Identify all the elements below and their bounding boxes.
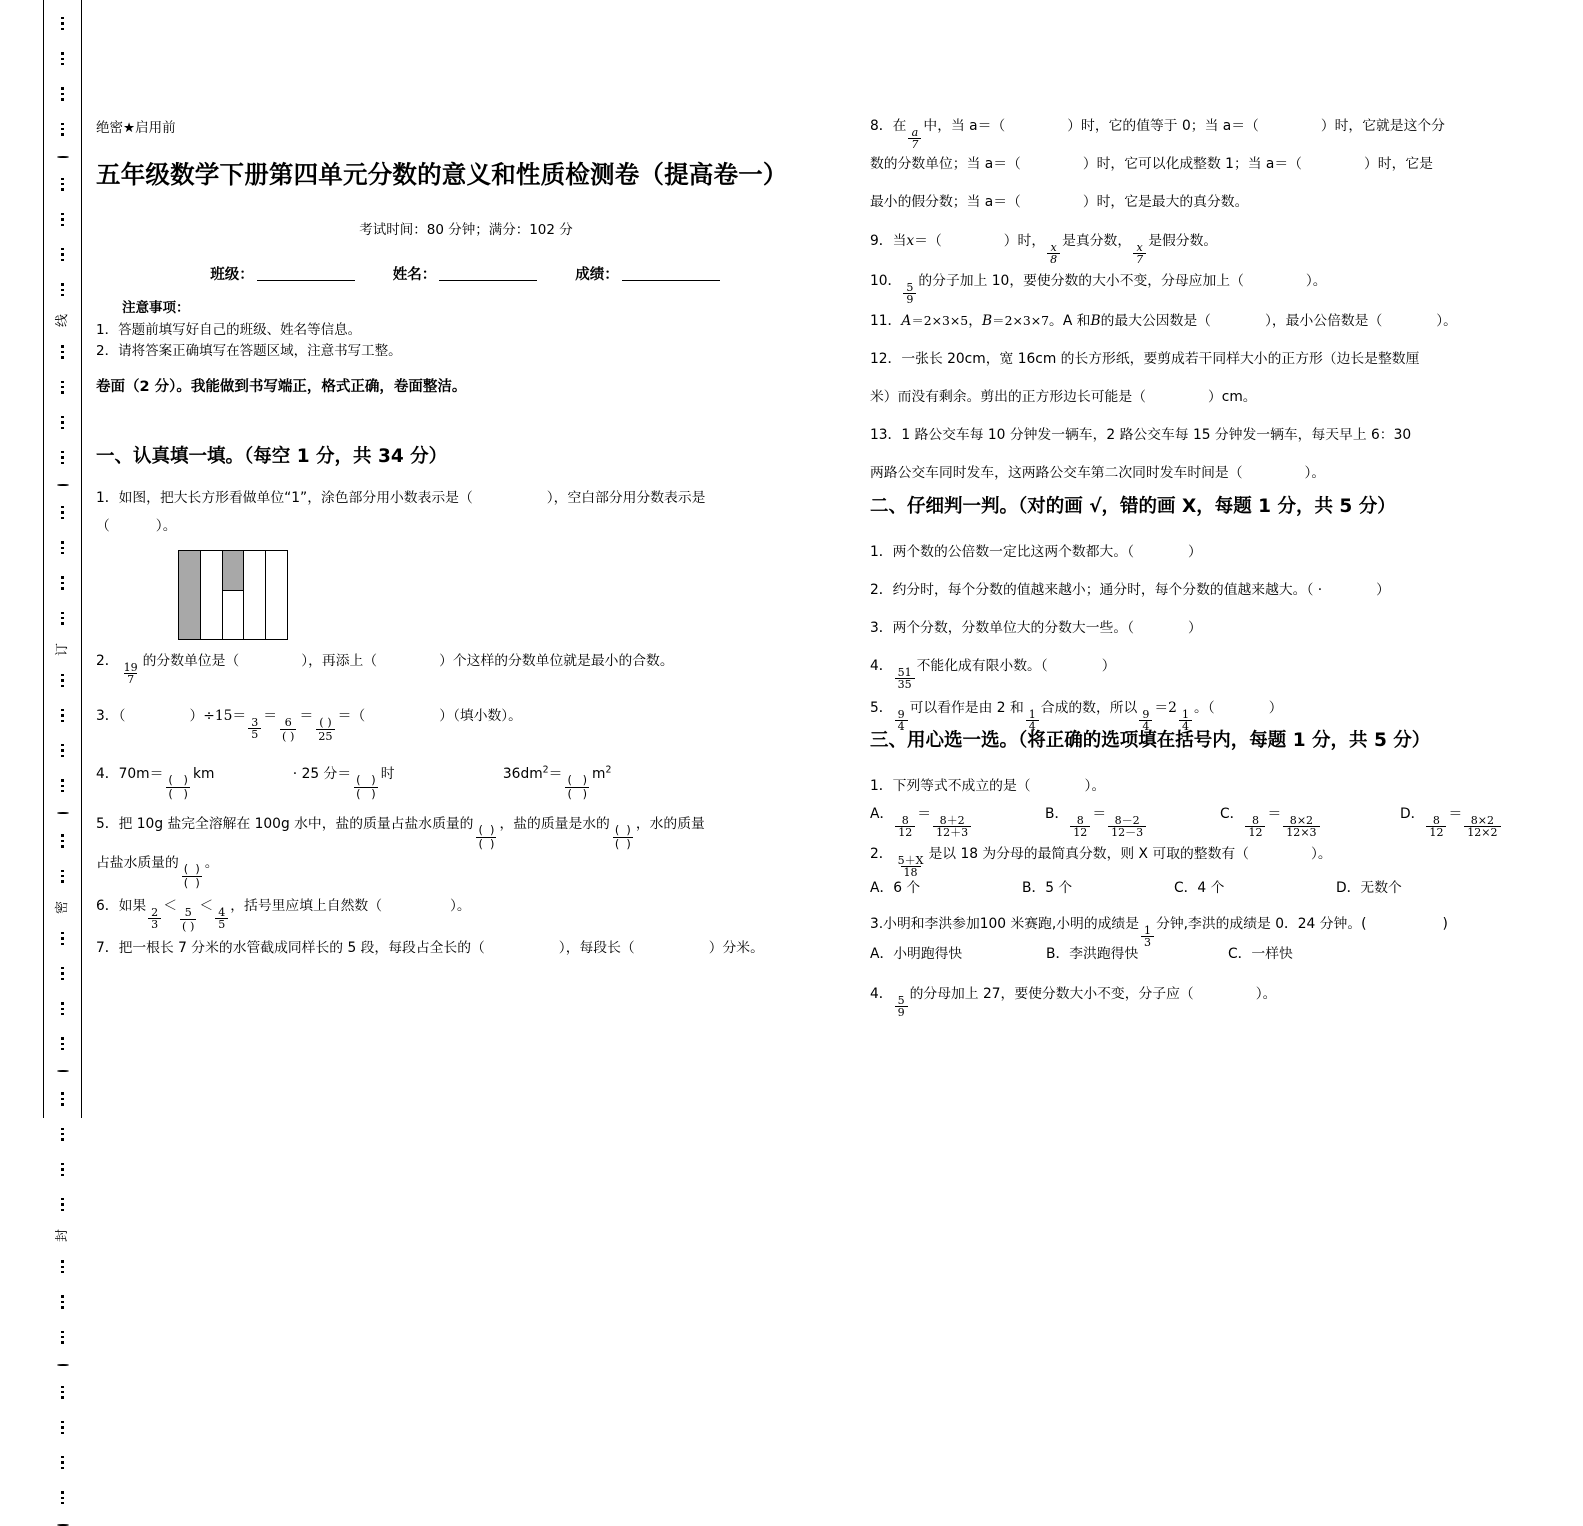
figure-fill-full bbox=[179, 551, 200, 639]
seal-dots bbox=[61, 779, 63, 792]
question-3-3-options bbox=[870, 940, 1570, 969]
option-D[interactable]: D．无数个 bbox=[1336, 880, 1402, 896]
seal-dots bbox=[61, 541, 63, 554]
q9-var: x bbox=[906, 233, 915, 249]
seal-dots bbox=[61, 381, 63, 394]
q2-text-a: 的分数单位是（ bbox=[142, 653, 240, 669]
q7-text-c: ）分米。 bbox=[708, 940, 764, 956]
figure-fill-partial bbox=[223, 551, 244, 591]
seal-dots bbox=[61, 506, 63, 519]
q5-fraction-2: $\frac{( )}{( )}$ bbox=[614, 824, 631, 852]
q6-fraction-1: $\frac{2}{3}$ bbox=[148, 907, 161, 931]
q2-4-tail: ） bbox=[1101, 658, 1116, 674]
figure-cell-1 bbox=[179, 551, 201, 639]
q11-text-c: ），最小公倍数是（ bbox=[1264, 313, 1383, 329]
q6-fraction-3: $\frac{4}{5}$ bbox=[215, 907, 228, 931]
seal-dots bbox=[61, 213, 63, 226]
q6-fraction-2: $\frac{5}{( )}$ bbox=[182, 906, 195, 934]
figure-cell-3 bbox=[223, 551, 245, 639]
seal-dots bbox=[61, 248, 63, 261]
question-1-11 bbox=[870, 305, 1457, 337]
q9-fraction-1: $\frac{x}{8}$ bbox=[1047, 242, 1060, 266]
question-3-1-options bbox=[870, 800, 1570, 839]
q9-index: 9．当 bbox=[870, 233, 907, 249]
q5-text-b: ，盐的质量是水的 bbox=[499, 816, 610, 832]
q3-fraction-1: $\frac{3}{5}$ bbox=[248, 717, 261, 741]
seal-dots bbox=[61, 1198, 63, 1211]
q3-3-tail: ) bbox=[1442, 916, 1448, 932]
seal-dots bbox=[61, 1421, 63, 1434]
question-1-2 bbox=[96, 645, 674, 686]
question-2-4 bbox=[870, 650, 1116, 691]
q2-5-fraction-2: $\frac{1}{4}$ bbox=[1026, 709, 1039, 733]
q2-1-text: 1．两个数的公倍数一定比这两个数都大。（ bbox=[870, 544, 1135, 560]
q4-sup-b: 2 bbox=[605, 764, 612, 776]
seal-dots bbox=[61, 52, 63, 65]
seal-dots bbox=[61, 834, 63, 847]
q11-index: 11． bbox=[870, 313, 902, 329]
q2-5-index: 5． bbox=[870, 700, 893, 716]
q9-fraction-2: $\frac{x}{7}$ bbox=[1133, 242, 1146, 266]
figure-cell-4 bbox=[244, 551, 266, 639]
q9-text-b: 是真分数， bbox=[1062, 233, 1132, 249]
q2-3-text: 3．两个分数，分数单位大的分数大一些。（ bbox=[870, 620, 1135, 636]
option-C[interactable]: C．4 个 bbox=[1174, 880, 1225, 896]
section3-heading: 三、用心选一选。（将正确的选项填在括号内，每题 1 分，共 5 分） bbox=[870, 730, 1431, 751]
seal-dots bbox=[61, 612, 63, 625]
question-1-12-cont bbox=[870, 381, 1257, 413]
q5-text-a: 5．把 10g 盐完全溶解在 100g 水中，盐的质量占盐水质量的 bbox=[96, 816, 474, 832]
seal-dots bbox=[61, 1163, 63, 1176]
option-D-lhs: $\frac{8}{12}$ bbox=[1426, 815, 1446, 839]
q2-fraction: $\frac{19}{7}$ bbox=[123, 660, 138, 687]
score-blank[interactable] bbox=[622, 265, 720, 281]
q3-text-tail: ）（填小数）。 bbox=[439, 708, 522, 724]
q3-2-tail: ）。 bbox=[1310, 846, 1332, 862]
question-1-12 bbox=[870, 343, 1570, 375]
q10-tail: ）。 bbox=[1305, 273, 1327, 289]
q10-index: 10． bbox=[870, 273, 902, 289]
question-1-5 bbox=[96, 808, 808, 851]
q3-divide: ）÷15＝ bbox=[189, 708, 247, 724]
figure-cell-5 bbox=[266, 551, 287, 639]
notice-title: 注意事项： bbox=[122, 300, 190, 316]
circle-ring-icon bbox=[57, 1070, 69, 1072]
question-2-2 bbox=[870, 574, 1390, 606]
q2-2-text: 2．约分时，每个分数的值越来越小；通分时，每个分数的值越来越大。（ · bbox=[870, 582, 1323, 598]
q2-index: 2． bbox=[96, 653, 119, 669]
seal-char-ding: 订 bbox=[54, 642, 70, 656]
q4-fraction-3: $\frac{( )}{( )}$ bbox=[567, 774, 588, 802]
q8-text-h: ）时，它是最大的真分数。 bbox=[1082, 194, 1249, 210]
q2-1-tail: ） bbox=[1188, 544, 1202, 560]
q2-4-fraction: $\frac{51}{35}$ bbox=[895, 667, 915, 691]
q3-4-index: 4． bbox=[870, 986, 893, 1002]
seal-dots bbox=[61, 1456, 63, 1469]
seal-dots bbox=[61, 87, 63, 100]
q2-2-tail: ） bbox=[1376, 582, 1390, 598]
question-1-1 bbox=[96, 482, 808, 514]
seal-dots bbox=[61, 345, 63, 358]
q3-3-fraction: $\frac{1}{3}$ bbox=[1141, 925, 1154, 949]
question-1-10 bbox=[870, 265, 1327, 306]
seal-dots bbox=[61, 674, 63, 687]
q3-fraction-2: $\frac{6}{( )}$ bbox=[282, 716, 295, 744]
q11-expr-a: ＝2×3×5 bbox=[911, 313, 969, 328]
q2-text-b: ），再添上（ bbox=[301, 653, 378, 669]
question-1-1-cont: （ ）。 bbox=[96, 518, 177, 534]
q9-text-a: ）时， bbox=[1003, 233, 1046, 249]
q3-1-tail: ）。 bbox=[1084, 778, 1106, 794]
q2-5-text-b: 合成的数，所以 bbox=[1040, 700, 1138, 716]
q10-text: 的分子加上 10，要使分数的大小不变，分母应加上（ bbox=[918, 273, 1244, 289]
secret-label: 绝密★启用前 bbox=[96, 120, 176, 136]
option-B[interactable]: B．5 个 bbox=[1022, 880, 1073, 896]
question-1-8-line3 bbox=[870, 186, 1570, 218]
q3-1-text: 1．下列等式不成立的是（ bbox=[870, 778, 1031, 794]
seal-dots bbox=[61, 178, 63, 191]
option-B[interactable]: B． $\frac{8}{12}$ ＝ $\frac{8-2}{12-3}$ bbox=[1045, 800, 1220, 839]
question-1-6 bbox=[96, 890, 471, 933]
q2-5-text-c: ＝2 bbox=[1154, 700, 1177, 716]
class-label: 班级： bbox=[210, 267, 254, 283]
q2-5-fraction-3: $\frac{9}{4}$ bbox=[1139, 709, 1152, 733]
seal-dots bbox=[61, 1128, 63, 1141]
q4-unit-2: 时 bbox=[380, 766, 395, 782]
q1-text-b: ），空白部分用分数表示是 bbox=[546, 490, 706, 506]
q2-5-tail: ） bbox=[1268, 700, 1283, 716]
seal-dots bbox=[61, 709, 63, 722]
question-2-1 bbox=[870, 536, 1202, 568]
q11-text-b: 的最大公因数是（ bbox=[1100, 313, 1211, 329]
seal-margin-strip bbox=[43, 0, 82, 1243]
q3-index: 3．（ bbox=[96, 708, 126, 724]
q4-fraction-1: $\frac{( )}{( )}$ bbox=[168, 774, 188, 802]
seal-dots bbox=[61, 744, 63, 757]
option-A[interactable]: A．小明跑得快 bbox=[870, 946, 963, 962]
q8-text-f: ）时，它是 bbox=[1363, 156, 1433, 172]
q1-text-c: ）。 bbox=[155, 518, 177, 534]
notice-item-1: 1．答题前填写好自己的班级、姓名等信息。 bbox=[96, 322, 362, 338]
q6-end: ）。 bbox=[450, 898, 471, 914]
q3-2-text: 是以 18 为分母的最简真分数，则 X 可取的整数有（ bbox=[928, 846, 1249, 862]
section2-heading: 二、仔细判一判。（对的画 √，错的画 X，每题 1 分，共 5 分） bbox=[870, 496, 1396, 517]
q9-eq: ＝（ bbox=[914, 233, 942, 249]
seal-dots bbox=[61, 1491, 63, 1504]
q8-text-e: ）时，它可以化成整数 1；当 a＝（ bbox=[1082, 156, 1302, 172]
option-A[interactable]: A．6 个 bbox=[870, 880, 921, 896]
q12-text-a: 12．一张长 20cm，宽 16cm 的长方形纸，要剪成若干同样大小的正方形（边长是整数厘 bbox=[870, 351, 1420, 367]
seal-dots bbox=[61, 1260, 63, 1273]
q11-tail: ）。 bbox=[1436, 313, 1457, 329]
q6-lt-1: ＜ bbox=[163, 898, 177, 914]
question-3-2 bbox=[870, 838, 1332, 879]
q2-4-text: 不能化成有限小数。（ bbox=[916, 658, 1048, 674]
seal-dots bbox=[61, 1002, 63, 1015]
q12-text-b: 米）而没有剩余。剪出的正方形边长可能是（ bbox=[870, 389, 1146, 405]
name-label: 姓名： bbox=[392, 267, 437, 283]
option-C-rhs: $\frac{8\times 2}{12\times 3}$ bbox=[1283, 815, 1319, 839]
q3-eq-3: ＝（ bbox=[337, 708, 366, 724]
seal-dots bbox=[61, 416, 63, 429]
q3-2-index: 2． bbox=[870, 846, 893, 862]
q8-text-g: 最小的假分数；当 a＝（ bbox=[870, 194, 1021, 210]
seal-dots bbox=[61, 451, 63, 464]
q3-3-text-b: 分钟,李洪的成绩是 0．24 分钟。( bbox=[1156, 916, 1367, 932]
seal-dots bbox=[61, 576, 63, 589]
q3-3-text-a: 3.小明和李洪参加100 米赛跑,小明的成绩是 bbox=[870, 916, 1140, 932]
seal-dots bbox=[61, 123, 63, 136]
option-C[interactable]: C．一样快 bbox=[1228, 946, 1293, 962]
question-1-7 bbox=[96, 932, 764, 964]
question-2-3 bbox=[870, 612, 1202, 644]
seal-dots bbox=[61, 1331, 63, 1344]
q11-text-a: 。A 和 bbox=[1049, 313, 1091, 329]
q3-2-fraction: $\frac{5+X}{18}$ bbox=[897, 853, 924, 880]
q3-4-fraction: $\frac{5}{9}$ bbox=[895, 995, 908, 1019]
q11-expr-b: ＝2×3×7 bbox=[992, 313, 1050, 328]
seal-dots bbox=[61, 17, 63, 30]
q11-sep: ， bbox=[968, 313, 983, 329]
question-1-3 bbox=[96, 700, 522, 743]
question-1-5-cont bbox=[96, 847, 219, 890]
question-1-8 bbox=[870, 110, 1570, 151]
question-3-2-options bbox=[870, 874, 1570, 903]
circle-ring-icon bbox=[57, 484, 69, 486]
question-1-4: 4．70m＝ $\frac{( )}{( )}$ km · 25 分＝ $\frac{( )}{( )}$ 时 $36dm^2=$ $\frac{( )}{( )}$ $m^2$ bbox=[96, 764, 612, 802]
q4-sup-a: 2 bbox=[542, 764, 549, 776]
seal-dots bbox=[61, 1386, 63, 1399]
option-B-lhs: $\frac{8}{12}$ bbox=[1070, 815, 1090, 839]
name-blank[interactable] bbox=[439, 265, 537, 281]
q7-text-b: ），每段长（ bbox=[558, 940, 635, 956]
seal-dots bbox=[61, 932, 63, 945]
q2-4-index: 4． bbox=[870, 658, 893, 674]
q4-eq: ＝ bbox=[548, 766, 563, 782]
q4-text-c: 36dm bbox=[502, 766, 543, 782]
circle-ring-icon bbox=[57, 1364, 69, 1366]
q4-fraction-2: $\frac{( )}{( )}$ bbox=[356, 774, 376, 802]
q6-index: 6．如果 bbox=[96, 898, 147, 914]
q5-text-d: 占盐水质量的 bbox=[96, 855, 179, 871]
q5-text-e: 。 bbox=[204, 855, 219, 871]
exam-meta: 考试时间：80 分钟；满分：102 分 bbox=[359, 222, 573, 238]
seal-dots bbox=[61, 283, 63, 296]
class-blank[interactable] bbox=[257, 265, 355, 281]
figure-cell-2 bbox=[201, 551, 223, 639]
notice-item-2: 2．请将答案正确填写在答题区域，注意书写工整。 bbox=[96, 343, 402, 359]
q5-fraction-1: $\frac{( )}{( )}$ bbox=[478, 824, 495, 852]
option-C[interactable]: C． $\frac{8}{12}$ ＝ $\frac{8\times 2}{12\times 3}$ bbox=[1220, 800, 1400, 839]
shaded-rectangle-figure bbox=[178, 550, 288, 640]
question-3-1 bbox=[870, 770, 1105, 802]
seal-dots bbox=[61, 870, 63, 883]
q3-4-tail: ）。 bbox=[1255, 986, 1277, 1002]
q9-text-c: 是假分数。 bbox=[1148, 233, 1218, 249]
option-B-rhs: $\frac{8-2}{12-3}$ bbox=[1108, 815, 1146, 839]
question-1-13-cont bbox=[870, 457, 1325, 489]
seal-dots bbox=[61, 967, 63, 980]
question-1-9 bbox=[870, 225, 1217, 266]
q2-5-fraction-1: $\frac{9}{4}$ bbox=[895, 709, 908, 733]
seal-dots bbox=[61, 1295, 63, 1308]
q2-5-text-a: 可以看作是由 2 和 bbox=[909, 700, 1024, 716]
seal-dashed-line bbox=[54, 6, 71, 1243]
q8-fraction: $\frac{a}{7}$ bbox=[908, 127, 921, 151]
q10-fraction: $\frac{5}{9}$ bbox=[903, 282, 916, 306]
q1-text-a: 1．如图，把大长方形看做单位“1”，涂色部分用小数表示是（ bbox=[96, 490, 473, 506]
option-D-rhs: $\frac{8\times 2}{12\times 2}$ bbox=[1464, 815, 1500, 839]
q8-text-c: ）时，它就是这个分 bbox=[1320, 118, 1445, 134]
q3-4-text: 的分母加上 27，要使分数大小不变，分子应（ bbox=[909, 986, 1194, 1002]
score-label: 成绩： bbox=[575, 267, 619, 283]
question-3-4 bbox=[870, 978, 1276, 1019]
q11-var-b: B bbox=[982, 313, 993, 329]
q2-5-text-d: 。（ bbox=[1194, 700, 1215, 716]
circle-ring-icon bbox=[57, 156, 69, 158]
cover-note: 卷面（2 分）。我能做到书写端正，格式正确，卷面整洁。 bbox=[96, 379, 467, 395]
q7-text-a: 7．把一根长 7 分米的水管截成同样长的 5 段，每段占全长的（ bbox=[96, 940, 485, 956]
q8-text-a: 中，当 a＝（ bbox=[923, 118, 1006, 134]
q2-text-c: ）个这样的分数单位就是最小的合数。 bbox=[439, 653, 674, 669]
q12-text-c: ）cm。 bbox=[1207, 389, 1257, 405]
option-D[interactable]: D． $\frac{8}{12}$ ＝ $\frac{8\times 2}{12\times 2}$ bbox=[1400, 800, 1503, 839]
option-A-lhs: $\frac{8}{12}$ bbox=[895, 815, 915, 839]
question-1-8-line2 bbox=[870, 148, 1570, 180]
q3-eq-2: ＝ bbox=[299, 708, 314, 724]
q13-text-a: 13．1 路公交车每 10 分钟发一辆车，2 路公交车每 15 分钟发一辆车，每天早上 6：30 bbox=[870, 427, 1412, 443]
option-A-rhs: $\frac{8+2}{12+3}$ bbox=[933, 815, 971, 839]
option-C-lhs: $\frac{8}{12}$ bbox=[1245, 815, 1265, 839]
q4-unit-1: km bbox=[192, 766, 215, 782]
question-1-13 bbox=[870, 419, 1570, 451]
page-title: 五年级数学下册第四单元分数的意义和性质检测卷（提高卷一） bbox=[96, 160, 788, 189]
q3-eq-1: ＝ bbox=[263, 708, 278, 724]
q6-lt-2: ＜ bbox=[199, 898, 214, 914]
seal-dots bbox=[61, 1037, 63, 1050]
q4-text-b: 25 分＝ bbox=[301, 766, 352, 782]
q8-index: 8．在 bbox=[870, 118, 907, 134]
seal-char-mi: 密 bbox=[54, 900, 70, 914]
q2-5-fraction-4: $\frac{1}{4}$ bbox=[1179, 709, 1192, 733]
circle-ring-icon bbox=[57, 812, 69, 814]
q11-var-a: A bbox=[901, 313, 912, 329]
q4-index: 4．70m＝ bbox=[96, 766, 164, 782]
option-B[interactable]: B．李洪跑得快 bbox=[1046, 946, 1139, 962]
exam-paper-page bbox=[82, 0, 1583, 1118]
option-A[interactable]: A． $\frac{8}{12}$ ＝ $\frac{8+2}{12+3}$ bbox=[870, 800, 1045, 839]
seal-char-feng: 封 bbox=[54, 1229, 70, 1243]
q8-text-b: ）时，它的值等于 0；当 a＝（ bbox=[1067, 118, 1259, 134]
student-id-line bbox=[96, 263, 836, 284]
q13-text-b: 两路公交车同时发车，这两路公交车第二次同时发车时间是（ bbox=[870, 465, 1243, 481]
q4-unit-3: m bbox=[592, 766, 606, 782]
q11-var-b2: B bbox=[1090, 313, 1101, 329]
question-2-5 bbox=[870, 692, 1283, 733]
q5-fraction-3: $\frac{( )}{( )}$ bbox=[183, 863, 200, 891]
seal-dots bbox=[61, 1092, 63, 1105]
q13-text-c: ）。 bbox=[1304, 465, 1326, 481]
seal-char-xian: 线 bbox=[54, 314, 70, 328]
q5-text-c: ，水的质量 bbox=[635, 816, 705, 832]
q8-text-d: 数的分数单位；当 a＝（ bbox=[870, 156, 1021, 172]
section1-heading: 一、认真填一填。（每空 1 分，共 34 分） bbox=[96, 446, 448, 467]
q3-fraction-3: $\frac{( )}{25}$ bbox=[318, 716, 333, 744]
q2-3-tail: ） bbox=[1188, 620, 1202, 636]
q6-text-tail: ，括号里应填上自然数（ bbox=[230, 898, 382, 914]
